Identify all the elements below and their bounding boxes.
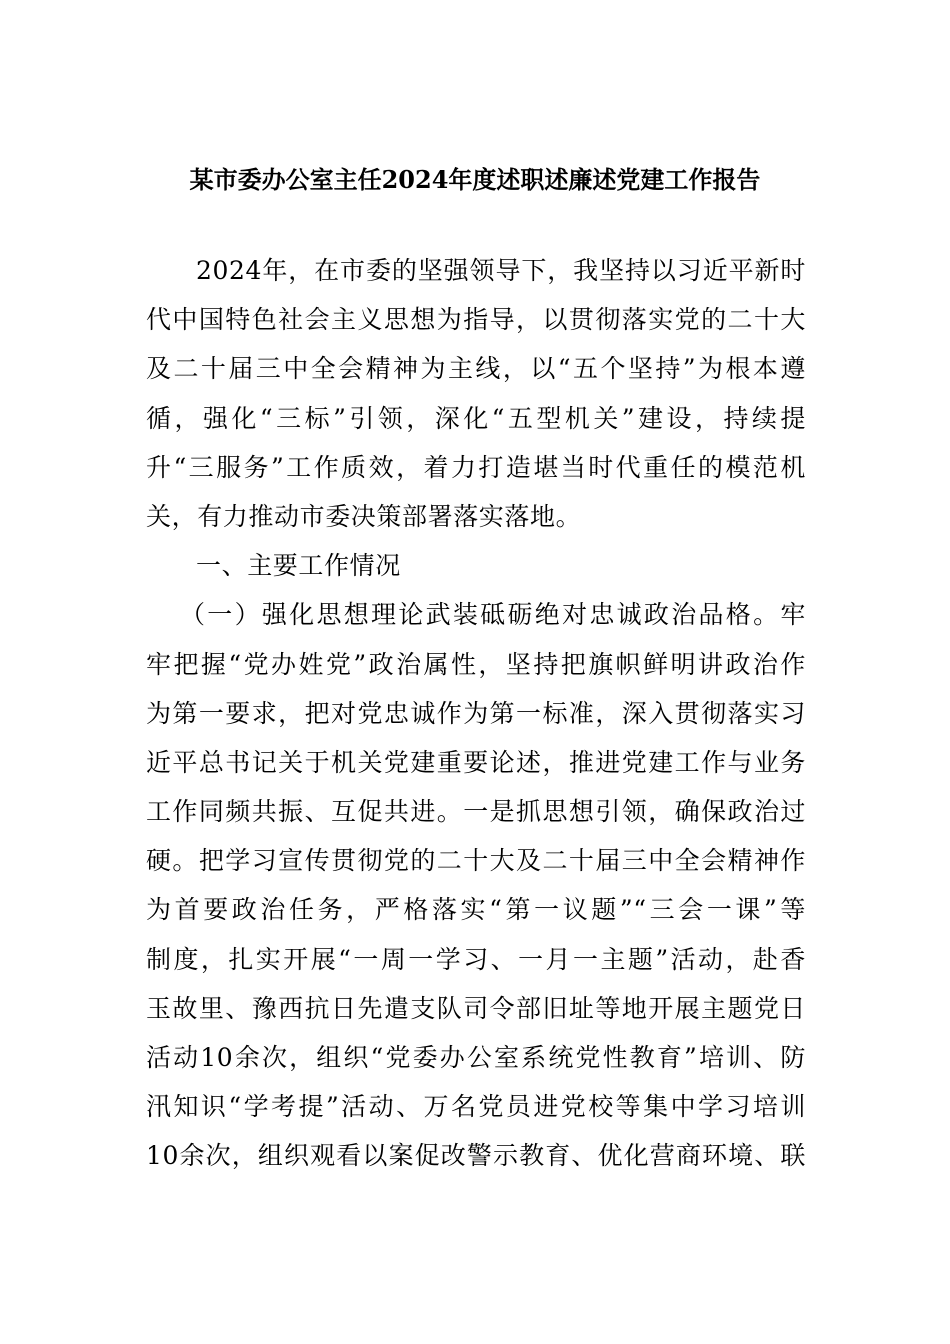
paragraph-line: 10余次，组织观看以案促改警示教育、优化营商环境、联	[146, 1141, 806, 1171]
paragraph-line-end: 关，有力推动市委决策部署落实落地。	[146, 501, 582, 531]
paragraph-line: 牢把握“党办姓党”政治属性，坚持把旗帜鲜明讲政治作	[146, 649, 806, 679]
paragraph-line: 2024年，在市委的坚强领导下，我坚持以习近平新时	[196, 256, 806, 285]
paragraph-line: 汛知识“学考提”活动、万名党员进党校等集中学习培训	[146, 1092, 806, 1122]
paragraph-line: 活动10余次，组织“党委办公室系统党性教育”培训、防	[146, 1043, 806, 1072]
paragraph-line: 升“三服务”工作质效，着力打造堪当时代重任的模范机	[146, 452, 806, 482]
paragraph-line: 为首要政治任务，严格落实“第一议题”“三会一课”等	[146, 895, 806, 925]
document-title: 某市委办公室主任2024年度述职述廉述党建工作报告	[189, 165, 761, 194]
paragraph-line: 循，强化“三标”引领，深化“五型机关”建设，持续提	[146, 403, 806, 433]
paragraph-line: 制度，扎实开展“一周一学习、一月一主题”活动，赴香	[146, 944, 806, 974]
paragraph-line: 近平总书记关于机关党建重要论述，推进党建工作与业务	[146, 747, 806, 777]
paragraph-line: 工作同频共振、互促共进。一是抓思想引领，确保政治过	[146, 797, 806, 827]
section-heading: 一、主要工作情况	[196, 551, 401, 581]
paragraph-line: 为第一要求，把对党忠诚作为第一标准，深入贯彻落实习	[146, 698, 806, 728]
paragraph-line: （一）强化思想理论武装砥砺绝对忠诚政治品格。牢	[180, 600, 806, 630]
paragraph-line: 代中国特色社会主义思想为指导，以贯彻落实党的二十大	[146, 305, 806, 335]
document-body	[146, 246, 806, 1181]
paragraph-line: 硬。把学习宣传贯彻党的二十大及二十届三中全会精神作	[146, 846, 806, 876]
paragraph-line: 及二十届三中全会精神为主线，以“五个坚持”为根本遵	[146, 354, 806, 384]
paragraph-line: 玉故里、豫西抗日先遣支队司令部旧址等地开展主题党日	[146, 993, 806, 1023]
